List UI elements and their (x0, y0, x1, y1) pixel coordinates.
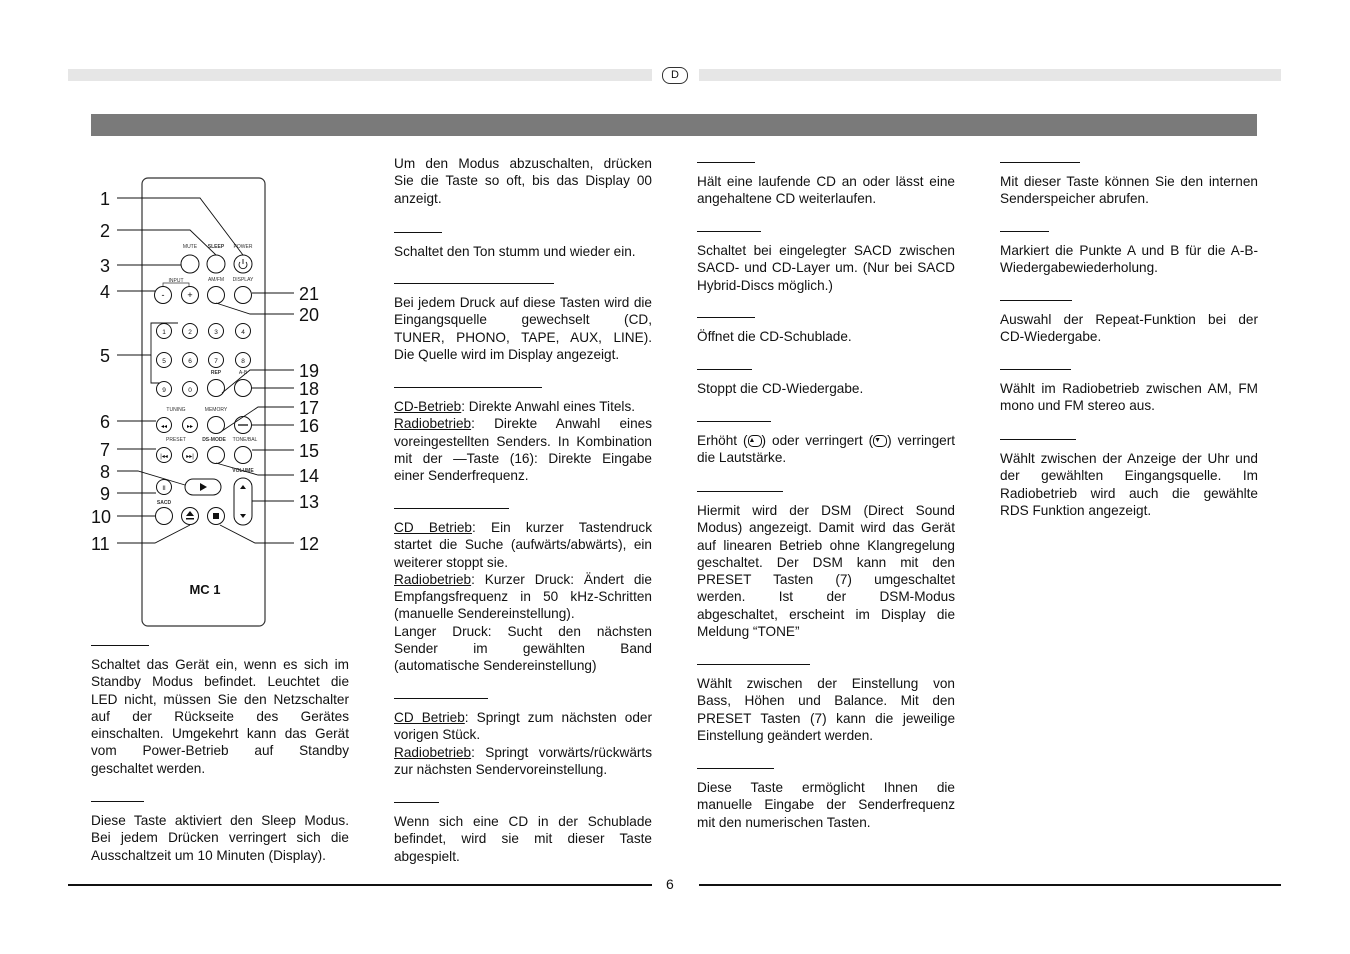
text-line: RDS Funktion angezeigt. (1000, 502, 1152, 518)
label-display: DISPLAY (232, 277, 254, 283)
callout-17: 17 (299, 398, 320, 418)
callout-16: 16 (299, 416, 320, 436)
mute-description (394, 232, 652, 260)
volume-up-symbol: ▲ (748, 435, 762, 447)
callout-9: 9 (100, 484, 111, 504)
memory-description (1000, 162, 1258, 208)
callout-10: 10 (91, 507, 112, 527)
power-description (91, 645, 349, 777)
text-line: befindet, wird sie mit dieser Taste (394, 831, 652, 847)
text-line: Auswahl der Repeat-Funktion bei der (1000, 312, 1258, 327)
text-line: auf linearen Betrieb ohne Klangregelung (697, 537, 955, 553)
sleep-button (207, 255, 225, 273)
callout-18: 18 (299, 379, 320, 399)
ab-button (235, 380, 252, 397)
eject-description (697, 317, 955, 345)
footer-line-left (68, 884, 652, 886)
label-power: POWER (233, 244, 253, 250)
text-line: Wählt im Radiobetrieb zwischen AM, FM (1000, 381, 1258, 396)
text-line: Modus) angezeigt. Damit wird das Gerät (697, 520, 955, 536)
svg-text:|◂◂: |◂◂ (160, 454, 168, 460)
amfm-description (1000, 369, 1258, 415)
svg-text:II: II (162, 486, 166, 492)
sleep-off-description (394, 155, 652, 207)
digit-3: 3 (214, 329, 218, 336)
text-line: Wählt zwischen der Anzeige der Uhr und (1000, 451, 1258, 466)
text-line: Ausschaltzeit um 10 Minuten (Display). (91, 847, 326, 863)
callout-13: 13 (299, 492, 320, 512)
repeat-description (1000, 300, 1258, 346)
display-button (235, 287, 252, 304)
stop-icon (213, 513, 219, 519)
callout-11: 11 (91, 534, 110, 554)
tonebal-description (697, 664, 955, 744)
digit-4: 4 (241, 329, 245, 336)
text-line: Die Quelle wird im Display angezeigt. (394, 346, 620, 362)
text-line: PRESET Tasten (7) kann die jeweilige (697, 710, 955, 726)
text-line: Sie die Taste so oft, bis das Display 00 (394, 173, 652, 189)
rep-button (208, 380, 225, 397)
label-dsmode: DS-MODE (202, 437, 226, 443)
text-line: Markiert die Punkte A und B für die A-B- (1000, 243, 1258, 258)
text-line: einschalten. Umgekehrt kann das Gerät (91, 726, 349, 742)
volume-description: Erhöht (▲ ) oder verringert (▼ ) verringert die Lautstärke. (697, 421, 955, 467)
callout-15: 15 (299, 441, 320, 461)
manual-freq-description (697, 768, 955, 831)
text-line: Wiedergabewiederholung. (1000, 260, 1158, 276)
label-rep: REP (210, 370, 222, 376)
text-line: Diese Taste aktiviert den Sleep Modus. (91, 813, 349, 828)
label-input: INPUT (168, 278, 184, 284)
label-sacd: SACD (156, 500, 172, 506)
text-line: Wenn sich eine CD in der Schublade (394, 814, 652, 829)
callout-4: 4 (100, 282, 111, 302)
label-sleep: SLEEP (207, 244, 225, 250)
label-ab: A-B (238, 370, 248, 376)
tuning-description: CD Betrieb: Ein kurzer Tastendruck startet die Suche (aufwärts/abwärts), ein weiterer stoppt sie. Radiobetrieb: Kurzer Druck: Ändert die Empfangsfrequenz in 50 kHz-Schritten (manuelle Sendereinstellung). Langer Druck: Sucht den nächsten Sender im gewählten Band (automatische Sendereinstellung) (394, 508, 652, 675)
digit-7: 7 (214, 358, 218, 365)
text-line: Hiermit wird der DSM (Direct Sound (697, 503, 955, 518)
input-description (394, 283, 652, 363)
text-line: Hält eine laufende CD an oder lässt eine (697, 174, 955, 189)
text-line: mit den numerischen Tasten. (697, 814, 871, 830)
footer-line-right (699, 884, 1281, 886)
text-line: geschaltet werden. (91, 760, 206, 776)
page-number: 6 (666, 876, 674, 892)
text-line: Standby Modus befindet. Leuchtet die (91, 674, 349, 690)
callout-5: 5 (100, 346, 111, 366)
text-line: Radiobetrieb wird auch die gewählte (1000, 485, 1258, 501)
text-line: SACD- und CD-Layer um. (Nur bei SACD (697, 260, 955, 276)
text-line: Bass, Höhen und Balance. Mit den (697, 693, 955, 709)
label-tonebal: TONE/BAL (232, 437, 258, 443)
callout-14: 14 (299, 466, 320, 486)
text-line: mono und FM stereo aus. (1000, 398, 1155, 414)
text-line: Hybrid-Discs möglich.) (697, 277, 833, 293)
amfm-button (208, 287, 225, 304)
label-preset: PRESET (165, 437, 187, 443)
sacd-button (156, 508, 173, 525)
text-line: LED nicht, müssen Sie den Netzschalter (91, 691, 349, 707)
label-tuning: TUNING (166, 407, 186, 413)
sleep-description (91, 801, 349, 864)
svg-text:▸▸|: ▸▸| (186, 454, 194, 460)
display-description (1000, 439, 1258, 519)
dsmode-button (208, 447, 225, 464)
label-amfm: AM/FM (207, 277, 225, 283)
text-line: Einstellung geändert werden. (697, 727, 874, 743)
sacd-description (697, 231, 955, 294)
text-line: angehaltene CD weiterlaufen. (697, 191, 877, 207)
callout-1: 1 (100, 189, 111, 209)
callout-3: 3 (100, 256, 111, 276)
callout-8: 8 (100, 462, 111, 482)
pause-description (697, 162, 955, 208)
digit-5: 5 (162, 358, 166, 365)
text-line: anzeigt. (394, 190, 442, 206)
callout-6: 6 (100, 412, 111, 432)
stop-description (697, 369, 955, 397)
svg-text:▸▸: ▸▸ (186, 424, 194, 430)
callout-21: 21 (299, 284, 320, 304)
text-line: abgeschaltet, erscheint im Display die (697, 606, 955, 622)
text-line: Schaltet das Gerät ein, wenn es sich im (91, 657, 349, 672)
memory-button (208, 417, 225, 434)
text-line: Wählt zwischen der Einstellung von (697, 676, 955, 691)
volume-down-symbol: ▼ (873, 435, 887, 447)
text-line: Senderspeicher abrufen. (1000, 191, 1149, 207)
dsmode-description (697, 491, 955, 640)
text-line: Stoppt die CD-Wiedergabe. (697, 381, 864, 396)
text-line: Schaltet den Ton stumm und wieder ein. (394, 244, 636, 259)
digit-1: 1 (162, 329, 166, 336)
remote-illustration (0, 0, 330, 640)
cd-mode-label: CD-Betrieb (394, 399, 462, 414)
svg-text:+: + (187, 290, 193, 300)
numeric-keys-description: CD-Betrieb: Direkte Anwahl eines Titels. Radiobetrieb: Direkte Anwahl eines voreingestellten Senders. In Kombination mit der —Taste (16): Direkte Eingabe einer Senderfrequenz. (394, 387, 652, 484)
digit-6: 6 (188, 358, 192, 365)
text-line: abgespielt. (394, 848, 460, 864)
text-line: Eingangsquelle gewechselt (CD, (394, 312, 652, 328)
language-badge: D (662, 67, 688, 84)
svg-text:-: - (161, 290, 165, 300)
digit-8: 8 (241, 358, 245, 365)
text-line: Bei jedem Druck auf diese Tasten wird die (394, 295, 652, 310)
callout-7: 7 (100, 440, 111, 460)
label-memory: MEMORY (204, 407, 228, 413)
text-line: vom Power-Betrieb auf Standby (91, 743, 349, 759)
text-line: manuelle Eingabe der Senderfrequenz (697, 797, 955, 813)
callout-2: 2 (100, 221, 111, 241)
text-line: Meldung “TONE” (697, 624, 800, 640)
digit-0: 0 (188, 387, 192, 394)
callout-12: 12 (299, 534, 320, 554)
text-line: Um den Modus abzuschalten, drücken (394, 156, 652, 171)
text-line: TUNER, PHONO, TAPE, AUX, LINE). (394, 329, 652, 345)
text-line: Diese Taste ermöglicht Ihnen die (697, 780, 955, 795)
header-bar-right (699, 69, 1281, 81)
text-line: auf der Rückseite des Gerätes (91, 708, 349, 724)
callout-20: 20 (299, 305, 320, 325)
digit-2: 2 (188, 329, 192, 336)
radio-mode-label: Radiobetrieb (394, 416, 472, 432)
callout-19: 19 (299, 361, 320, 381)
text-line: geschaltet. Der DSM kann mit den (697, 554, 955, 570)
text-line: CD-Wiedergabe. (1000, 329, 1102, 345)
preset-description: CD Betrieb: Springt zum nächsten oder vorigen Stück. Radiobetrieb: Springt vorwärts/rückwärts zur nächsten Sendervoreinstellung. (394, 698, 652, 778)
remote-brand: MC 1 (189, 582, 221, 597)
label-volume: VOLUME (232, 468, 254, 474)
play-description (394, 802, 652, 865)
ab-description (1000, 231, 1258, 277)
digit-9: 9 (162, 387, 166, 394)
mute-button (181, 255, 199, 273)
text-line: Mit dieser Taste können Sie den internen (1000, 174, 1258, 189)
label-mute: MUTE (182, 244, 198, 250)
text-line: Schaltet bei eingelegter SACD zwischen (697, 243, 955, 258)
svg-text:◂◂: ◂◂ (160, 424, 168, 430)
text-line: Öffnet die CD-Schublade. (697, 329, 852, 344)
text-line: Bei jedem Drücken verringert sich die (91, 830, 349, 846)
text-line: der gewählten Eingangsquelle. Im (1000, 468, 1258, 484)
text-line: PRESET Tasten (7) umgeschaltet (697, 572, 955, 588)
tonebal-button (235, 447, 252, 464)
text-line: werden. Ist der DSM-Modus (697, 589, 955, 605)
